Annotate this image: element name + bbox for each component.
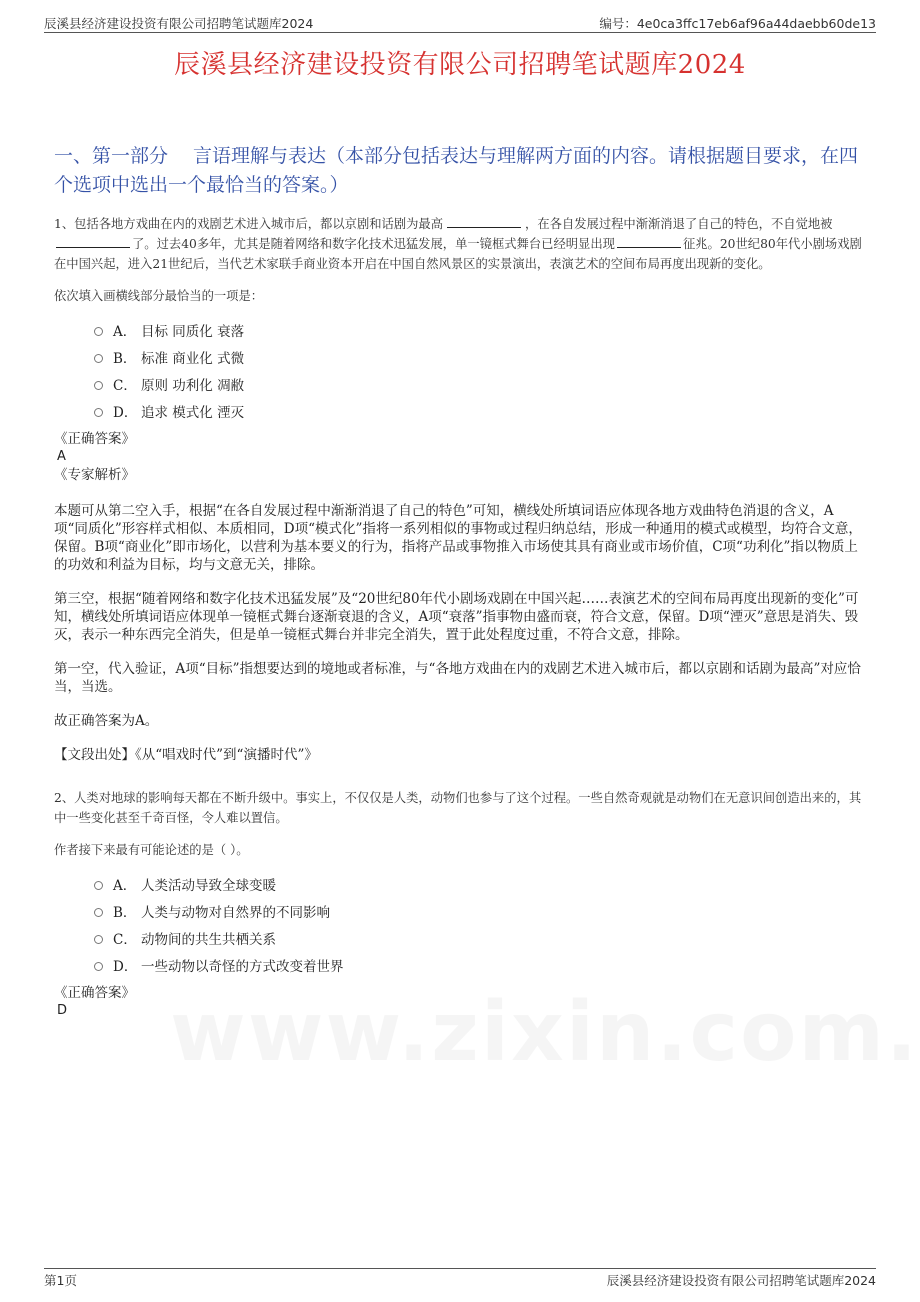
question-1-stem: 1、包括各地方戏曲在内的戏剧艺术进入城市后，都以京剧和话剧为最高 ，在各自发展过程中渐渐消退了自己的特色，不自觉地被了。过去40多年，尤其是随着网络和数字化技术迅猛发展，单一镜框式舞台已经明显出现 征兆。20世纪80年代小剧场戏剧在中国兴起，进入21世纪后，当代艺术家联手商业资本开启在中国自然风景区的实景演出，表演艺术的空间布局再度出现新的变化。 bbox=[54, 217, 862, 271]
answer-value: D bbox=[57, 1003, 68, 1018]
radio-icon[interactable] bbox=[94, 381, 103, 390]
fill-blank-3 bbox=[617, 235, 681, 248]
option-b[interactable]: B． 标准 商业化 式微 bbox=[94, 343, 694, 370]
analysis-paragraph: 第三空，根据“随着网络和数字化技术迅猛发展”及“20世纪80年代小剧场戏剧在中国兴起……表演艺术的空间布局再度出现新的变化”可知，横线处所填词语应体现单一镜框式舞台逐渐衰退的含义，A项“衰落”指事物由盛而衰，符合文意，保留。D项“湮灭”意思是消失、毁灭，表示一种东西完全消失，但是单一镜框式舞台并非完全消失，置于此处程度过重，不符合文意，排除。 bbox=[54, 591, 859, 643]
option-c[interactable]: C． 动物间的共生共栖关系 bbox=[94, 924, 694, 951]
page-number: 第1页 bbox=[44, 1273, 77, 1288]
document-title: 辰溪县经济建设投资有限公司招聘笔试题库2024 bbox=[174, 50, 746, 80]
analysis-paragraph: 故正确答案为A。 bbox=[54, 713, 159, 729]
radio-icon[interactable] bbox=[94, 935, 103, 944]
question-1-analysis bbox=[54, 502, 866, 780]
radio-icon[interactable] bbox=[94, 408, 103, 417]
page-footer bbox=[44, 1268, 876, 1289]
question-1-options bbox=[94, 316, 694, 424]
question-1-answer bbox=[54, 430, 866, 484]
answer-label: 《正确答案》 bbox=[54, 431, 135, 447]
question-2-stem: 2、人类对地球的影响每天都在不断升级中。事实上，不仅仅是人类，动物们也参与了这个过程。一些自然奇观就是动物们在无意识间创造出来的，其中一些变化甚至千奇百怪，令人难以置信。 bbox=[54, 791, 862, 825]
question-1-prompt: 依次填入画横线部分最恰当的一项是： bbox=[54, 289, 264, 303]
radio-icon[interactable] bbox=[94, 908, 103, 917]
fill-blank-2 bbox=[56, 235, 130, 248]
option-d[interactable]: D． 追求 模式化 湮灭 bbox=[94, 397, 694, 424]
radio-icon[interactable] bbox=[94, 354, 103, 363]
option-d[interactable]: D． 一些动物以奇怪的方式改变着世界 bbox=[94, 951, 694, 978]
option-a[interactable]: A． 人类活动导致全球变暖 bbox=[94, 870, 694, 897]
answer-value: A bbox=[57, 449, 66, 464]
header-left-title: 辰溪县经济建设投资有限公司招聘笔试题库2024 bbox=[44, 16, 314, 31]
answer-label: 《正确答案》 bbox=[54, 985, 135, 1001]
analysis-label: 《专家解析》 bbox=[54, 467, 135, 483]
section-heading: 一、第一部分 言语理解与表达（本部分包括表达与理解两方面的内容。请根据题目要求，在四个选项中选出一个最恰当的答案。） bbox=[54, 145, 859, 196]
question-2-options bbox=[94, 870, 694, 978]
fill-blank-1 bbox=[447, 215, 521, 228]
page-header bbox=[44, 12, 876, 33]
analysis-paragraph: 第一空，代入验证，A项“目标”指想要达到的境地或者标准，与“各地方戏曲在内的戏剧艺术进入城市后，都以京剧和话剧为最高”对应恰当，当选。 bbox=[54, 661, 861, 695]
question-2-answer bbox=[54, 984, 866, 1020]
radio-icon[interactable] bbox=[94, 881, 103, 890]
option-b[interactable]: B． 人类与动物对自然界的不同影响 bbox=[94, 897, 694, 924]
analysis-paragraph: 本题可从第二空入手，根据“在各自发展过程中渐渐消退了自己的特色”可知，横线处所填词语应体现各地方戏曲特色消退的含义，A项“同质化”形容样式相似、本质相同，D项“模式化”指将一系列相似的事物或过程归纳总结，形成一种通用的模式或模型，均符合文意，保留。B项“商业化”即市场化，以营利为基本要义的行为，指将产品或事物推入市场使其具有商业或市场价值，C项“功利化”指以物质上的功效和利益为目标，均与文意无关，排除。 bbox=[54, 503, 862, 573]
option-c[interactable]: C． 原则 功利化 凋敝 bbox=[94, 370, 694, 397]
footer-title: 辰溪县经济建设投资有限公司招聘笔试题库2024 bbox=[606, 1273, 876, 1288]
header-document-id: 编号：4e0ca3ffc17eb6af96a44daebb60de13 bbox=[599, 16, 876, 31]
radio-icon[interactable] bbox=[94, 327, 103, 336]
radio-icon[interactable] bbox=[94, 962, 103, 971]
option-a[interactable]: A． 目标 同质化 衰落 bbox=[94, 316, 694, 343]
source-citation: 【文段出处】《从“唱戏时代”到“演播时代”》 bbox=[54, 747, 318, 763]
question-2-prompt: 作者接下来最有可能论述的是（ ）。 bbox=[54, 843, 249, 857]
